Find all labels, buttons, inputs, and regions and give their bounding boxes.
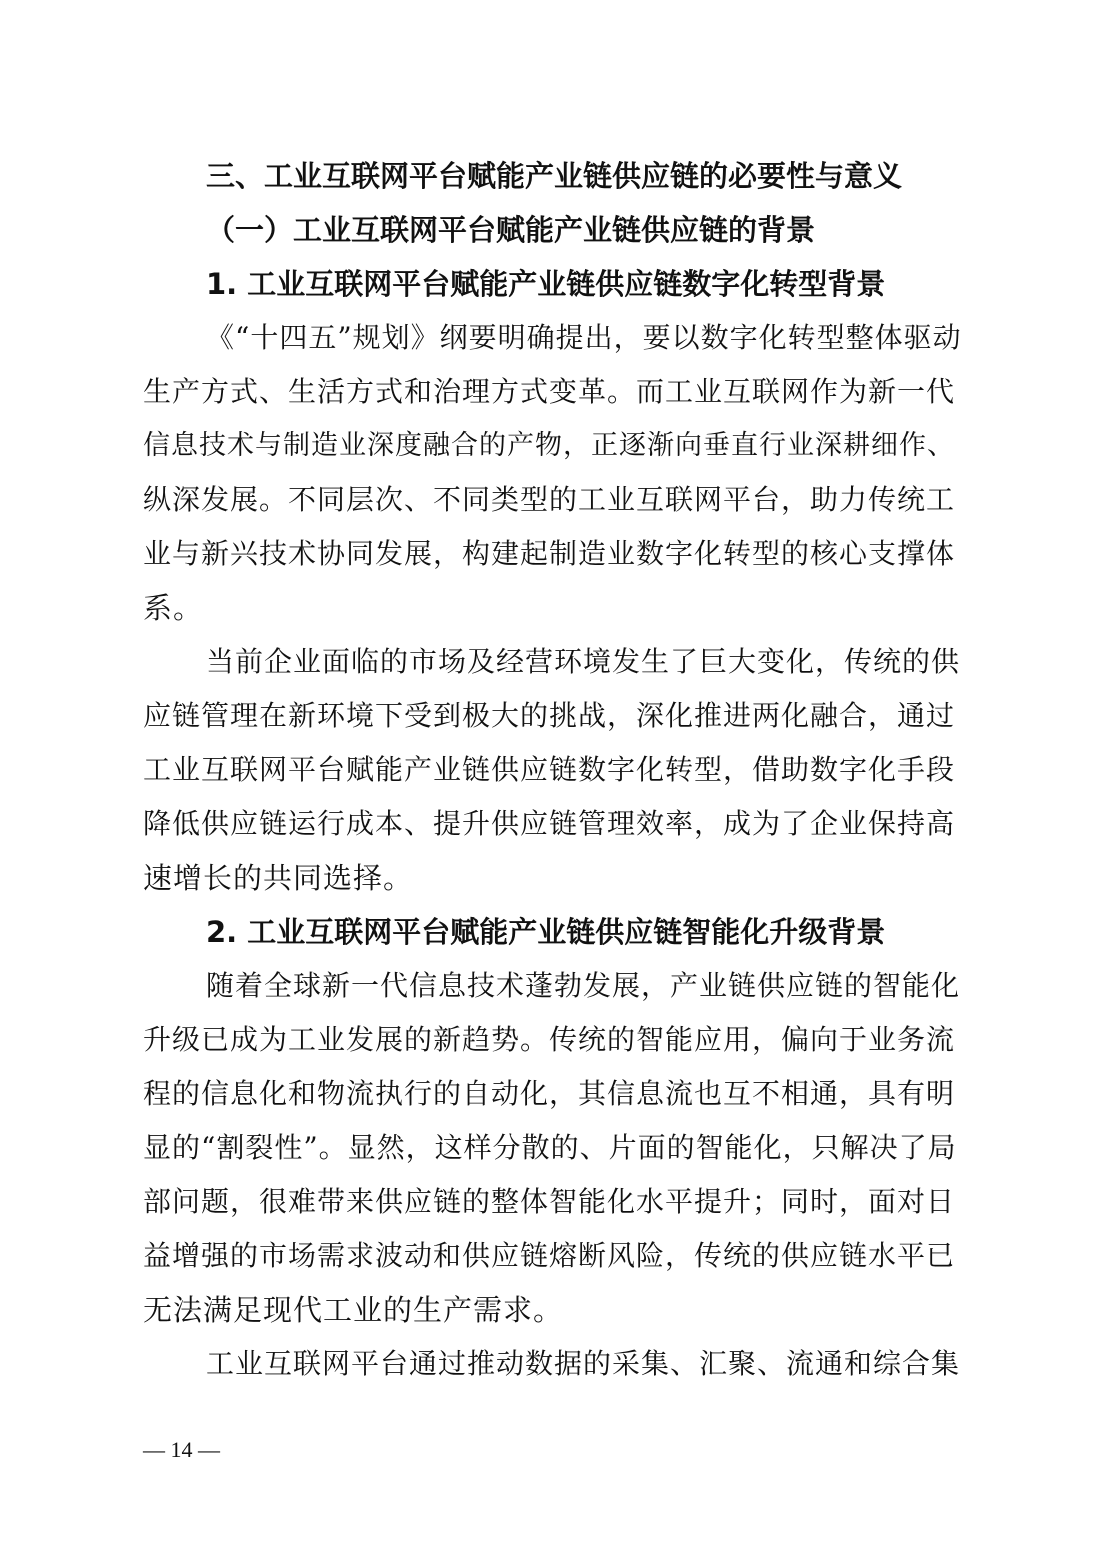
item-heading-2: 2. 工业互联网平台赋能产业链供应链智能化升级背景 xyxy=(206,915,886,949)
section-heading: 三、工业互联网平台赋能产业链供应链的必要性与意义 xyxy=(206,159,903,193)
paragraph-line: 信息技术与制造业深度融合的产物，正逐渐向垂直行业深耕细作、 xyxy=(143,430,955,461)
paragraph-line: 随着全球新一代信息技术蓬勃发展，产业链供应链的智能化 xyxy=(206,969,961,1002)
paragraph-line: 部问题，很难带来供应链的整体智能化水平提升；同时，面对日 xyxy=(143,1185,956,1218)
paragraph-line: 应链管理在新环境下受到极大的挑战，深化推进两化融合，通过 xyxy=(143,699,956,732)
paragraph-line: 无法满足现代工业的生产需求。 xyxy=(143,1293,564,1327)
paragraph-line: 显的“割裂性”。显然，这样分散的、片面的智能化，只解决了局 xyxy=(143,1131,957,1164)
paragraph-line: 系。 xyxy=(143,591,204,625)
paragraph-line: 工业互联网平台赋能产业链供应链数字化转型，借助数字化手段 xyxy=(143,753,956,786)
paragraph-line: 《“十四五”规划》纲要明确提出，要以数字化转型整体驱动 xyxy=(206,321,962,354)
item-heading-1: 1. 工业互联网平台赋能产业链供应链数字化转型背景 xyxy=(206,267,886,301)
subsection-heading: （一）工业互联网平台赋能产业链供应链的背景 xyxy=(206,213,816,247)
page-number: — 14 — xyxy=(143,1437,220,1462)
paragraph-line: 升级已成为工业发展的新趋势。传统的智能应用，偏向于业务流 xyxy=(143,1023,956,1056)
paragraph-line: 当前企业面临的市场及经营环境发生了巨大变化，传统的供 xyxy=(206,645,961,678)
paragraph-line: 业与新兴技术协同发展，构建起制造业数字化转型的核心支撑体 xyxy=(143,537,956,570)
paragraph-line: 生产方式、生活方式和治理方式变革。而工业互联网作为新一代 xyxy=(143,375,956,408)
paragraph-line: 速增长的共同选择。 xyxy=(143,861,414,895)
paragraph-line: 工业互联网平台通过推动数据的采集、汇聚、流通和综合集 xyxy=(206,1347,961,1380)
paragraph-line: 程的信息化和物流执行的自动化，其信息流也互不相通，具有明 xyxy=(143,1077,956,1110)
paragraph-line: 纵深发展。不同层次、不同类型的工业互联网平台，助力传统工 xyxy=(143,483,956,516)
paragraph-line: 益增强的市场需求波动和供应链熔断风险，传统的供应链水平已 xyxy=(143,1239,956,1272)
paragraph-line: 降低供应链运行成本、提升供应链管理效率，成为了企业保持高 xyxy=(143,807,956,840)
